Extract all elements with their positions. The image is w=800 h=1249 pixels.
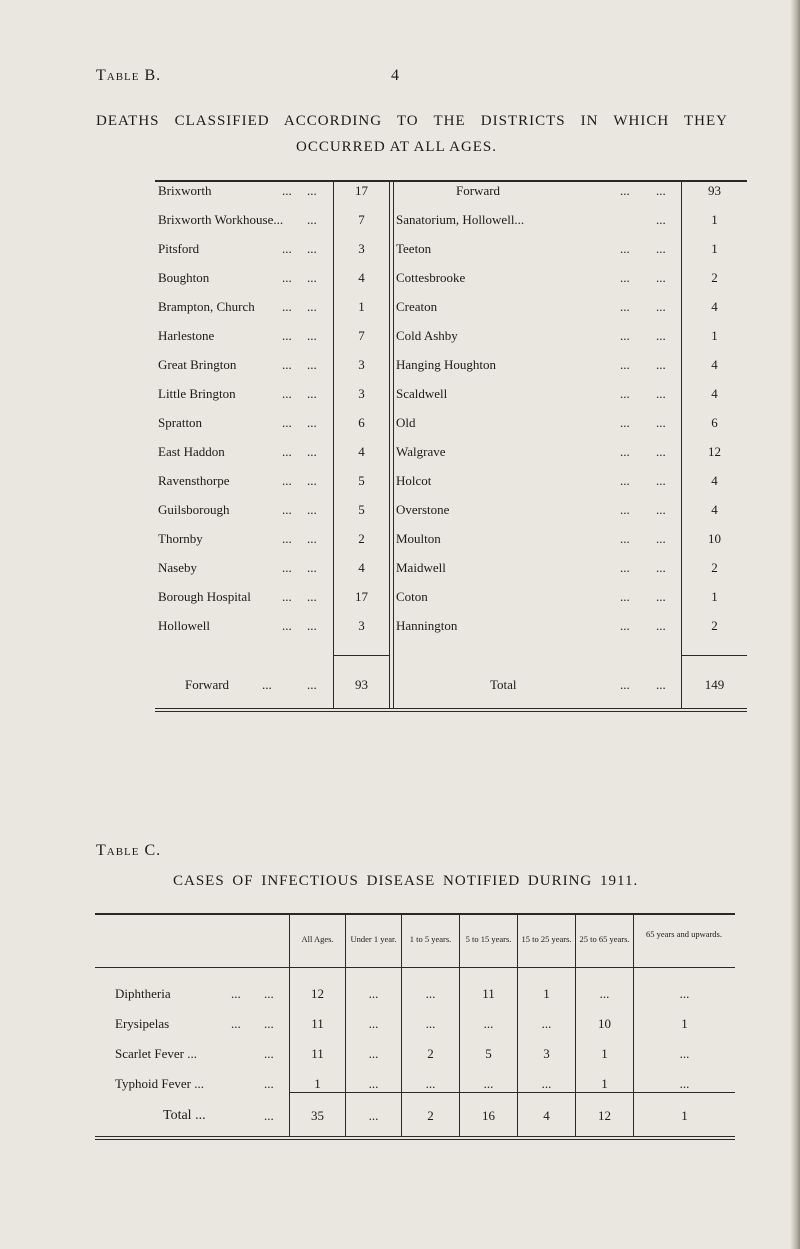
dots: ...	[656, 357, 666, 372]
right-value-12: 4	[711, 502, 718, 517]
cell: ...	[425, 986, 436, 1001]
left-value-6: 7	[358, 328, 365, 343]
dots: ...	[307, 270, 317, 285]
dots: ...	[264, 1016, 274, 1031]
dots: ...	[656, 444, 666, 459]
dots: ...	[282, 299, 292, 314]
table-c-bottom-rule-2	[95, 1139, 735, 1140]
cell: 3	[543, 1046, 550, 1061]
left-row-14: Naseby	[158, 560, 197, 575]
cell: ...	[541, 1016, 552, 1031]
dots: ...	[282, 589, 292, 604]
left-value-12: 5	[358, 502, 365, 517]
left-value-4: 4	[358, 270, 365, 285]
right-row-14: Maidwell	[396, 560, 446, 575]
right-row-11: Holcot	[396, 473, 432, 488]
dots: ...	[307, 357, 317, 372]
dots: ...	[231, 986, 241, 1001]
dots: ...	[282, 386, 292, 401]
dots: ...	[307, 531, 317, 546]
cell: 2	[427, 1046, 434, 1061]
dots: ...	[656, 415, 666, 430]
dots: ...	[307, 589, 317, 604]
right-row-9: Old	[396, 415, 416, 430]
right-row-15: Coton	[396, 589, 428, 604]
dots: ...	[620, 444, 630, 459]
table-b-top-rule	[155, 180, 747, 182]
right-value-13: 10	[708, 531, 721, 546]
dots: ...	[231, 1016, 241, 1031]
table-b-divider-3	[393, 182, 394, 708]
cell: 1	[681, 1016, 688, 1031]
dots: ...	[620, 386, 630, 401]
cell: 1	[601, 1046, 608, 1061]
header-under-1: Under 1 year.	[350, 934, 397, 944]
dots: ...	[264, 1076, 274, 1091]
dots: ...	[282, 328, 292, 343]
dots: ...	[307, 502, 317, 517]
dots: ...	[620, 502, 630, 517]
dots: ...	[620, 183, 630, 198]
left-value-13: 2	[358, 531, 365, 546]
right-value-15: 1	[711, 589, 718, 604]
dots: ...	[307, 212, 317, 227]
right-value-3: 1	[711, 241, 718, 256]
page-edge-shadow	[790, 0, 800, 1249]
left-forward-label: Forward	[185, 677, 230, 692]
dots: ...	[282, 502, 292, 517]
table-b-label: Table B.	[96, 67, 162, 84]
cell: 12	[311, 986, 324, 1001]
right-row-3: Teeton	[396, 241, 432, 256]
dots: ...	[282, 241, 292, 256]
table-b-bottom-rule	[155, 708, 747, 709]
dots: ...	[620, 560, 630, 575]
right-row-5: Creaton	[396, 299, 438, 314]
cell: ...	[368, 1016, 379, 1031]
left-value-16: 3	[358, 618, 365, 633]
total-cell: ...	[368, 1108, 379, 1123]
left-row-15: Borough Hospital	[158, 589, 251, 604]
dots: ...	[620, 270, 630, 285]
header-1-to-5: 1 to 5 years.	[409, 934, 452, 944]
total-cell: 12	[598, 1108, 611, 1123]
dots: ...	[282, 270, 292, 285]
right-value-5: 4	[711, 299, 718, 314]
left-row-5: Brampton, Church	[158, 299, 255, 314]
dots: ...	[656, 618, 666, 633]
row-label-erysipelas: Erysipelas	[115, 1016, 170, 1031]
left-value-1: 17	[355, 183, 368, 198]
total-cell: 35	[311, 1108, 324, 1123]
dots: ...	[282, 444, 292, 459]
dots: ...	[620, 473, 630, 488]
left-forward-value: 93	[355, 677, 368, 692]
table-c-bottom-rule	[95, 1136, 735, 1137]
dots: ...	[620, 357, 630, 372]
right-row-13: Moulton	[396, 531, 441, 546]
left-value-10: 4	[358, 444, 365, 459]
table-b-subtotal-rule-right	[681, 655, 747, 656]
cell: ...	[679, 1046, 690, 1061]
table-b-divider-2	[389, 182, 390, 708]
dots: ...	[307, 473, 317, 488]
right-row-7: Hanging Houghton	[396, 357, 497, 372]
left-value-9: 6	[358, 415, 365, 430]
right-value-10: 12	[708, 444, 721, 459]
left-value-15: 17	[355, 589, 368, 604]
right-value-11: 4	[711, 473, 718, 488]
right-value-7: 4	[711, 357, 718, 372]
left-row-4: Boughton	[158, 270, 210, 285]
left-value-3: 3	[358, 241, 365, 256]
right-value-16: 2	[711, 618, 718, 633]
dots: ...	[620, 415, 630, 430]
dots: ...	[620, 677, 630, 692]
right-row-2: Sanatorium, Hollowell...	[396, 212, 525, 227]
left-value-8: 3	[358, 386, 365, 401]
cell: ...	[368, 1076, 379, 1091]
left-value-11: 5	[358, 473, 365, 488]
right-row-8: Scaldwell	[396, 386, 448, 401]
dots: ...	[282, 560, 292, 575]
dots: ...	[307, 386, 317, 401]
left-value-7: 3	[358, 357, 365, 372]
table-b-bottom-rule-2	[155, 711, 747, 712]
dots: ...	[282, 415, 292, 430]
dots: ...	[620, 241, 630, 256]
dots: ...	[307, 618, 317, 633]
dots: ...	[656, 473, 666, 488]
right-value-2: 1	[711, 212, 718, 227]
page-number: 4	[391, 67, 399, 84]
cell: 5	[485, 1046, 492, 1061]
cell: ...	[483, 1076, 494, 1091]
right-value-1: 93	[708, 183, 721, 198]
right-row-1: Forward	[456, 183, 501, 198]
table-c-top-rule	[95, 913, 735, 915]
row-label-diphtheria: Diphtheria	[115, 986, 171, 1001]
cell: 1	[543, 986, 550, 1001]
total-cell: 4	[543, 1108, 550, 1123]
cell: ...	[679, 986, 690, 1001]
dots: ...	[656, 502, 666, 517]
left-row-16: Hollowell	[158, 618, 210, 633]
row-label-scarlet-fever: Scarlet Fever ...	[115, 1046, 197, 1061]
left-value-14: 4	[358, 560, 365, 575]
dots: ...	[282, 183, 292, 198]
right-value-14: 2	[711, 560, 718, 575]
row-label-total: Total ...	[163, 1108, 206, 1123]
total-cell: 1	[681, 1108, 688, 1123]
header-15-to-25: 15 to 25 years.	[521, 934, 572, 944]
dots: ...	[307, 183, 317, 198]
left-row-2: Brixworth Workhouse...	[158, 212, 284, 227]
dots: ...	[620, 531, 630, 546]
dots: ...	[656, 677, 666, 692]
right-total-label: Total	[490, 677, 517, 692]
right-total-value: 149	[704, 677, 725, 692]
dots: ...	[656, 299, 666, 314]
dots: ...	[656, 183, 666, 198]
left-row-7: Great Brington	[158, 357, 237, 372]
header-25-to-65: 25 to 65 years.	[579, 934, 630, 944]
right-value-6: 1	[711, 328, 718, 343]
cell: ...	[541, 1076, 552, 1091]
cell: 1	[314, 1076, 321, 1091]
dots: ...	[656, 531, 666, 546]
left-row-9: Spratton	[158, 415, 203, 430]
dots: ...	[262, 677, 272, 692]
dots: ...	[656, 386, 666, 401]
table-b-title-line2: OCCURRED AT ALL AGES.	[296, 139, 498, 155]
dots: ...	[282, 473, 292, 488]
table-c-header-rule	[95, 967, 735, 968]
dots: ...	[307, 415, 317, 430]
dots: ...	[620, 299, 630, 314]
dots: ...	[264, 986, 274, 1001]
cell: 11	[482, 986, 495, 1001]
dots: ...	[307, 328, 317, 343]
right-value-4: 2	[711, 270, 718, 285]
dots: ...	[264, 1046, 274, 1061]
row-label-typhoid-fever: Typhoid Fever ...	[115, 1076, 204, 1091]
cell: ...	[368, 1046, 379, 1061]
dots: ...	[620, 618, 630, 633]
left-value-2: 7	[358, 212, 365, 227]
header-65-upwards: 65 years and upwards.	[645, 929, 722, 939]
cell: 1	[601, 1076, 608, 1091]
left-row-13: Thornby	[158, 531, 203, 546]
total-cell: 16	[482, 1108, 495, 1123]
table-c-total-rule	[289, 1092, 735, 1093]
right-row-6: Cold Ashby	[396, 328, 458, 343]
cell: ...	[599, 986, 610, 1001]
cell: 11	[311, 1046, 324, 1061]
dots: ...	[282, 357, 292, 372]
cell: 11	[311, 1016, 324, 1031]
left-row-1: Brixworth	[158, 183, 212, 198]
right-value-8: 4	[711, 386, 718, 401]
cell: ...	[425, 1076, 436, 1091]
total-cell: 2	[427, 1108, 434, 1123]
left-row-6: Harlestone	[158, 328, 215, 343]
left-row-3: Pitsford	[158, 241, 200, 256]
dots: ...	[282, 618, 292, 633]
cell: ...	[679, 1076, 690, 1091]
dots: ...	[307, 299, 317, 314]
dots: ...	[307, 444, 317, 459]
dots: ...	[264, 1108, 274, 1123]
left-row-12: Guilsborough	[158, 502, 230, 517]
left-row-10: East Haddon	[158, 444, 225, 459]
dots: ...	[307, 560, 317, 575]
dots: ...	[307, 677, 317, 692]
cell: ...	[483, 1016, 494, 1031]
left-row-11: Ravensthorpe	[158, 473, 230, 488]
dots: ...	[656, 328, 666, 343]
cell: ...	[425, 1016, 436, 1031]
cell: 10	[598, 1016, 611, 1031]
cell: ...	[368, 986, 379, 1001]
right-row-16: Hannington	[396, 618, 458, 633]
left-row-8: Little Brington	[158, 386, 236, 401]
right-row-10: Walgrave	[396, 444, 446, 459]
dots: ...	[656, 270, 666, 285]
dots: ...	[656, 212, 666, 227]
dots: ...	[282, 531, 292, 546]
right-row-12: Overstone	[396, 502, 450, 517]
table-c-title: CASES OF INFECTIOUS DISEASE NOTIFIED DURING 1911.	[173, 873, 639, 889]
left-value-5: 1	[358, 299, 365, 314]
header-all-ages: All Ages.	[301, 934, 334, 944]
table-b-title-line1: DEATHS CLASSIFIED ACCORDING TO THE DISTRICTS IN WHICH THEY	[96, 113, 728, 129]
dots: ...	[656, 589, 666, 604]
dots: ...	[620, 589, 630, 604]
dots: ...	[656, 241, 666, 256]
header-5-to-15: 5 to 15 years.	[465, 934, 512, 944]
right-row-4: Cottesbrooke	[396, 270, 466, 285]
dots: ...	[656, 560, 666, 575]
table-c-label: Table C.	[96, 842, 162, 859]
dots: ...	[307, 241, 317, 256]
table-b-subtotal-rule-left	[333, 655, 389, 656]
dots: ...	[620, 328, 630, 343]
right-value-9: 6	[711, 415, 718, 430]
